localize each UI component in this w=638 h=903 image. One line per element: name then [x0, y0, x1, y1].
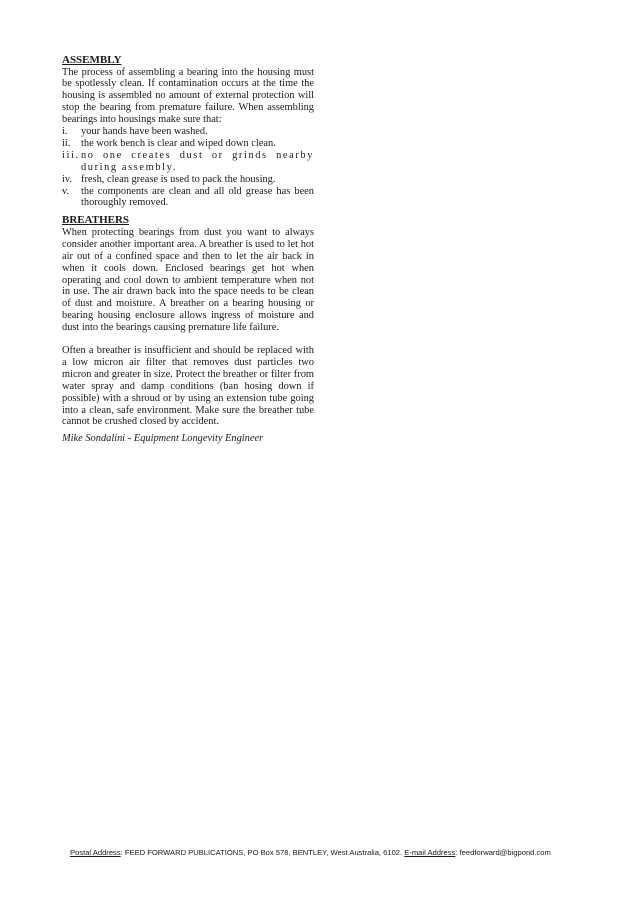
- postal-address-text: : FEED FORWARD PUBLICATIONS, PO Box 578, BENTLEY, West Australia, 6102.: [120, 848, 405, 857]
- list-item: [62, 126, 314, 138]
- list-marker: ii.: [62, 137, 71, 149]
- paragraph-spacer: [62, 334, 314, 345]
- breathers-paragraph-2: Often a breather is insufficient and should be replaced with a low micron air filter that removes dust particles two micron and greater in size. Protect the breather or filter from water spray and damp conditions (ban hosing down if possible) with a shroud or by using an extension tube going into a clean, safe environment. Make sure the breather tube cannot be crushed closed by accident.: [62, 345, 314, 428]
- author-signature: Mike Sondalini - Equipment Longevity Engineer: [62, 433, 264, 445]
- postal-address-label: Postal Address: [70, 848, 121, 857]
- assembly-intro: The process of assembling a bearing into the housing must be spotlessly clean. If contamination occurs at the time the housing is assembled no amount of external protection will stop the bearing from premature failure. When assembling bearings into housings make sure that:: [62, 66, 314, 126]
- list-marker: iii.: [62, 149, 80, 161]
- list-item-text: the work bench is clear and wiped down clean.: [81, 137, 276, 149]
- page-footer: [70, 848, 630, 857]
- list-item-text: fresh, clean grease is used to pack the housing.: [81, 173, 276, 185]
- breathers-heading: BREATHERS: [62, 214, 130, 227]
- list-item: [62, 138, 314, 150]
- list-marker: iv.: [62, 173, 73, 185]
- breathers-paragraph-1: When protecting bearings from dust you want to always consider another important area. A breather is used to let hot air out of a confined space and then to let the air back in when it cools down. Enclosed bearings get hot when operating and cool down to ambient temperature when not in use. The air drawn back into the space needs to be clean of dust and moisture. A breather on a bearing housing or bearing housing enclosure allows ingress of moisture and dust into the bearings causing premature life failure.: [62, 226, 314, 334]
- list-item-text: no one creates dust or grinds nearby during assembly.: [81, 149, 314, 173]
- list-item-text: your hands have been washed.: [81, 126, 208, 138]
- list-item: [62, 174, 314, 186]
- list-marker: v.: [62, 185, 70, 197]
- email-address-text: : feedforward@bigpond.com: [455, 848, 551, 857]
- list-item: [62, 186, 314, 210]
- breathers-section: [62, 214, 314, 445]
- assembly-heading: ASSEMBLY: [62, 54, 122, 66]
- email-address-label: E-mail Address: [404, 848, 456, 857]
- list-item: [62, 150, 314, 174]
- article-column: [62, 54, 314, 445]
- list-marker: i.: [62, 126, 68, 138]
- assembly-checklist: [62, 126, 314, 209]
- list-item-text: the components are clean and all old grease has been thoroughly removed.: [81, 185, 314, 209]
